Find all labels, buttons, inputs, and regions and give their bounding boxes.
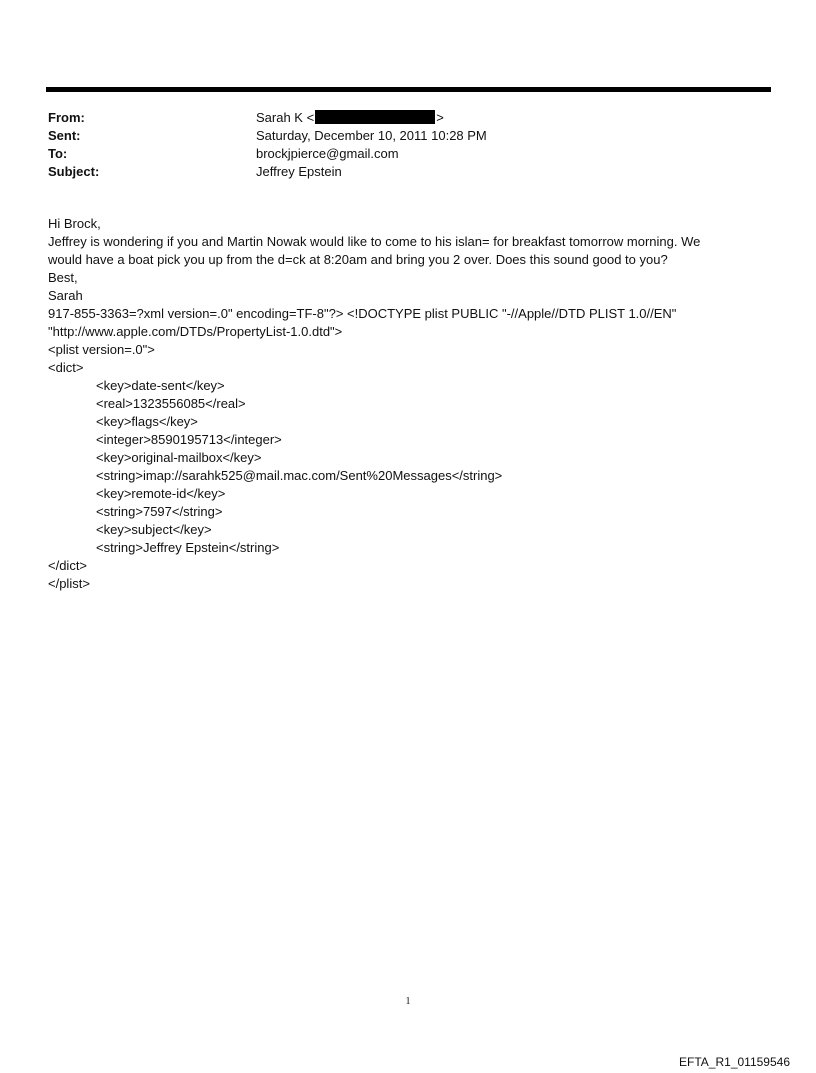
body-line: Best, [48,270,78,285]
body-line: <key>remote-id</key> [96,486,226,501]
sent-label: Sent: [48,128,81,143]
subject-label: Subject: [48,164,100,179]
from-value [256,109,444,127]
redacted-email-block [315,110,435,124]
message-body [48,215,768,593]
body-line: <plist version=.0"> [48,342,155,357]
body-line: 917-855-3363=?xml version=.0" encoding=TF-8"?> <!DOCTYPE plist PUBLIC "-//Apple//DTD PLIST 1.0//EN" [48,306,677,321]
body-line: <key>original-mailbox</key> [96,450,262,465]
body-line: </plist> [48,576,90,591]
header-rule [46,87,771,92]
body-line: <key>subject</key> [96,522,212,537]
page-number: 1 [405,996,411,1007]
body-line: <dict> [48,360,84,375]
body-line: <string>7597</string> [96,504,223,519]
body-line: <key>date-sent</key> [96,378,225,393]
from-close-bracket: > [436,110,444,125]
bates-number: EFTA_R1_01159546 [679,1055,790,1069]
sent-value: Saturday, December 10, 2011 10:28 PM [256,128,487,143]
to-row [48,145,768,163]
from-row [48,109,768,127]
from-label: From: [48,110,85,125]
body-line: <key>flags</key> [96,414,198,429]
body-line: Hi Brock, [48,216,101,231]
body-line: <string>imap://sarahk525@mail.mac.com/Sent%20Messages</string> [96,468,503,483]
body-line: </dict> [48,558,88,573]
body-line: Sarah [48,288,83,303]
body-line: Jeffrey is wondering if you and Martin Nowak would like to come to his islan= for breakfast tomorrow morning. We [48,234,701,249]
body-line: <real>1323556085</real> [96,396,246,411]
subject-value: Jeffrey Epstein [256,164,342,179]
body-line: would have a boat pick you up from the d=ck at 8:20am and bring you 2 over. Does this sound good to you? [48,252,668,267]
subject-row [48,163,768,181]
sent-row [48,127,768,145]
to-label: To: [48,146,68,161]
from-name: Sarah K < [256,110,315,125]
body-line: "http://www.apple.com/DTDs/PropertyList-1.0.dtd"> [48,324,343,339]
body-line: <integer>8590195713</integer> [96,432,282,447]
body-line: <string>Jeffrey Epstein</string> [96,540,280,555]
to-value: brockjpierce@gmail.com [256,146,399,161]
